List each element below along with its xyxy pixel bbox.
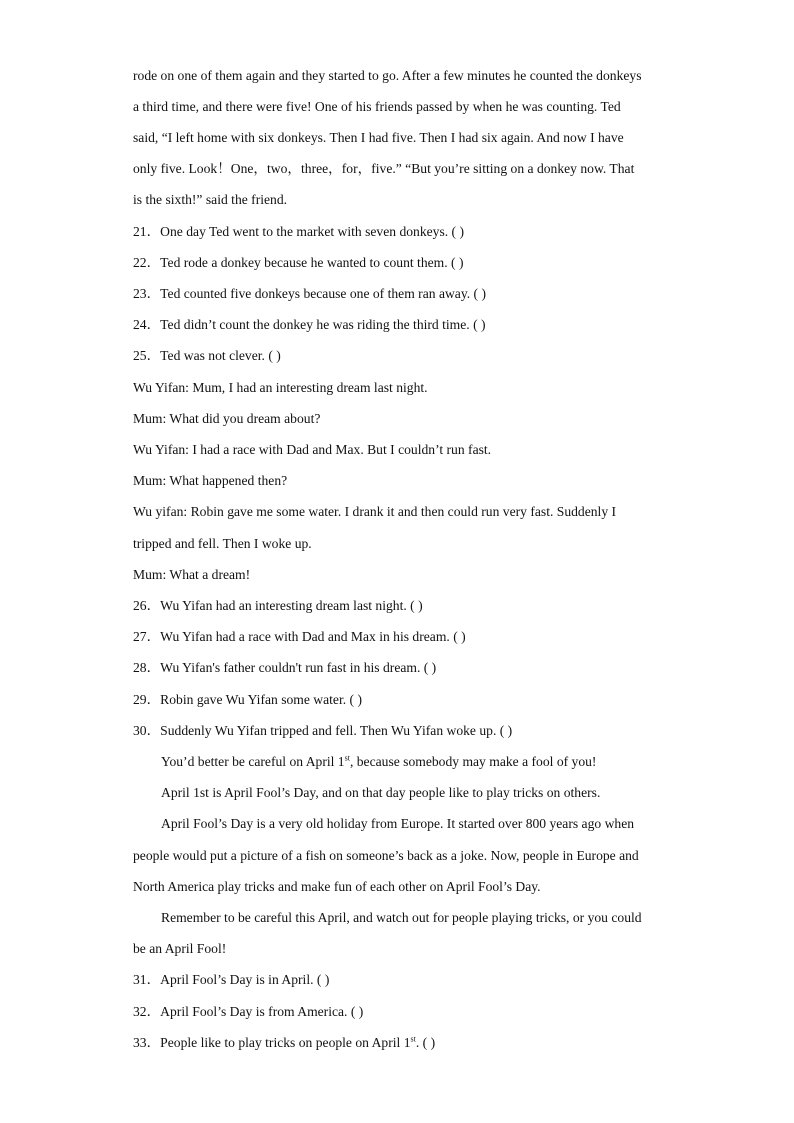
- question-29: 29．Robin gave Wu Yifan some water. ( ): [133, 692, 362, 707]
- dialogue-line: Mum: What happened then?: [133, 473, 288, 488]
- story-line: said, “I left home with six donkeys. Then I had five. Then I had six again. And now I have: [133, 130, 624, 145]
- passage-paragraph-3: North America play tricks and make fun of each other on April Fool’s Day.: [133, 879, 541, 894]
- superscript: st: [410, 1034, 416, 1044]
- passage-paragraph-1: You’d better be careful on April 1st, because somebody may make a fool of you!: [161, 753, 597, 769]
- question-31: 31．April Fool’s Day is in April. ( ): [133, 972, 330, 987]
- question-27: 27．Wu Yifan had a race with Dad and Max in his dream. ( ): [133, 629, 466, 644]
- question-32: 32．April Fool’s Day is from America. ( ): [133, 1004, 364, 1019]
- passage-paragraph-2: April 1st is April Fool’s Day, and on that day people like to play tricks on others.: [161, 785, 601, 800]
- question-23: 23．Ted counted five donkeys because one of them ran away. ( ): [133, 286, 486, 301]
- dialogue-line: Wu Yifan: Mum, I had an interesting dream last night.: [133, 380, 428, 395]
- dialogue-line: Mum: What a dream!: [133, 567, 251, 582]
- question-22: 22．Ted rode a donkey because he wanted to count them. ( ): [133, 255, 464, 270]
- passage-paragraph-4: be an April Fool!: [133, 941, 227, 956]
- story-line: only five. Look！One，two，three，for，five.” “But you’re sitting on a donkey now. That: [133, 161, 635, 176]
- question-26: 26．Wu Yifan had an interesting dream last night. ( ): [133, 598, 423, 613]
- question-33: 33．People like to play tricks on people on April 1st. ( ): [133, 1034, 436, 1050]
- dialogue-line: Wu yifan: Robin gave me some water. I drank it and then could run very fast. Suddenly I: [133, 504, 617, 519]
- story-line: a third time, and there were five! One of his friends passed by when he was counting. Ted: [133, 99, 621, 114]
- question-21: 21．One day Ted went to the market with seven donkeys. ( ): [133, 224, 465, 239]
- question-25: 25．Ted was not clever. ( ): [133, 348, 281, 363]
- superscript: st: [344, 753, 350, 763]
- story-line: is the sixth!” said the friend.: [133, 192, 288, 207]
- passage-paragraph-4: Remember to be careful this April, and watch out for people playing tricks, or you could: [161, 910, 642, 925]
- dialogue-line: tripped and fell. Then I woke up.: [133, 536, 312, 551]
- story-line: rode on one of them again and they started to go. After a few minutes he counted the donkeys: [133, 68, 642, 83]
- question-28: 28．Wu Yifan's father couldn't run fast in his dream. ( ): [133, 660, 437, 675]
- dialogue-line: Wu Yifan: I had a race with Dad and Max. But I couldn’t run fast.: [133, 442, 492, 457]
- dialogue-line: Mum: What did you dream about?: [133, 411, 321, 426]
- question-24: 24．Ted didn’t count the donkey he was riding the third time. ( ): [133, 317, 486, 332]
- question-30: 30．Suddenly Wu Yifan tripped and fell. Then Wu Yifan woke up. ( ): [133, 723, 513, 738]
- passage-paragraph-3: people would put a picture of a fish on someone’s back as a joke. Now, people in Europe and: [133, 848, 639, 863]
- passage-paragraph-3: April Fool’s Day is a very old holiday from Europe. It started over 800 years ago when: [161, 816, 635, 831]
